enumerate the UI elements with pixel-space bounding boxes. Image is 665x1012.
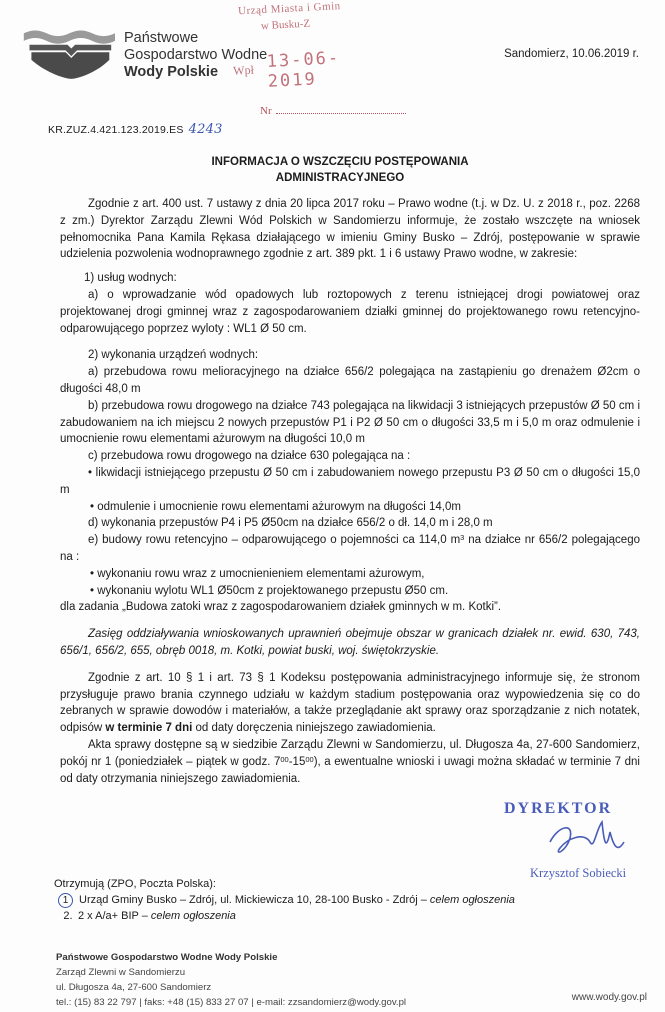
stamp-office-line: Urząd Miasta i Gmin — [237, 0, 341, 18]
item-2e-text: e) budowy rowu retencyjno – odparowującego o pojemności ca 114,0 m — [88, 534, 461, 547]
item-2a: a) przebudowa rowu melioracyjnego na działce 656/2 polegająca na zastąpieniu go drenażem Ø2cm o długości 48,0 m — [60, 366, 640, 395]
reference-number — [48, 122, 223, 137]
item-2e-text-end: na działce nr 656/2 polegającego na : — [60, 534, 640, 563]
footer-org: Państwowe Gospodarstwo Wodne Wody Polskie — [56, 952, 278, 963]
recipient-1-text: Urząd Gminy Busko – Zdrój, ul. Mickiewicza 10, 28-100 Busko - Zdrój – — [79, 894, 430, 906]
item-1a: a) o wprowadzanie wód opadowych lub roztopowych z terenu istniejącej drogi powiatowej oraz projektowanej drogi gminnej wraz z zagospodarowaniem działki gminnej do projektowanego rowu retencyjno-odparowującego poprzez wyloty : WL1 Ø 50 cm. — [60, 288, 640, 335]
akta-paragraph — [60, 737, 640, 787]
recipient-2-text: 2 x A/a+ BIP – — [78, 910, 151, 922]
footer-unit: Zarząd Zlewni w Sandomierzu — [56, 967, 186, 978]
item-1-heading: 1) usług wodnych: — [84, 272, 177, 285]
footer — [56, 950, 406, 1010]
item-2c-bullet-2: • odmulenie i umocnienie rowu elementami ażurowym na długości 14,0m — [90, 500, 461, 513]
item-2e-superscript: 3 — [460, 533, 465, 543]
recipient-2-note: celem ogłoszenia — [150, 910, 236, 922]
wody-polskie-logo-icon — [20, 20, 130, 84]
reference-code: KR.ZUZ.4.421.123.2019.ES — [48, 124, 184, 136]
task-line: dla zadania „Budowa zatoki wraz z zagospodarowaniem działek gminnych w m. Kotki”. — [60, 601, 502, 614]
item-2e — [60, 532, 640, 566]
footer-address: ul. Długosza 4a, 27-600 Sandomierz — [56, 982, 212, 993]
place-and-date: Sandomierz, 10.06.2019 r. — [504, 48, 639, 60]
item-2e-bullet-1: • wykonaniu rowu wraz z umocnienieniem elementami ażurowym, — [90, 567, 425, 580]
stamp-number-field — [260, 105, 406, 117]
item-2e-bullet-2: • wykonaniu wylotu WL1 Ø50cm z projektowanego przepustu Ø50 cm. — [90, 584, 449, 597]
document-body — [60, 196, 640, 787]
recipient-1-number: 1 — [58, 893, 73, 908]
intro-paragraph: Zgodnie z art. 400 ust. 7 ustawy z dnia 20 lipca 2017 roku – Prawo wodne (t.j. w Dz. U. z 2018 r., poz. 2268 z zm.) Dyrektor Zarządu Zlewni Wód Polskich w Sandomierzu informuje, że zostało wszczęte na wniosek pełnomocnika Pana Kamila Rękasa działającego w imieniu Gminy Busko – Zdrój, postępowanie w sprawie udzielenia pozwolenia wodnoprawnego zgodnie z art. 389 pkt. 1 i 6 ustawy Prawo wodne, w zakresie: — [60, 198, 640, 261]
akta-text: Akta sprawy dostępne są w siedzibie Zarządu Zlewni w Sandomierzu, ul. Długosza 4a, 27-600 Sandomierz, pokój nr 1 (poniedziałek – piątek w godz. 7 — [60, 738, 640, 768]
akta-hour-close: -15 — [288, 755, 306, 768]
received-stamp — [224, 0, 385, 96]
org-name-line1: Państwowe — [124, 30, 199, 46]
akta-text-end: ), a ewentualne wnioski i uwagi można składać w terminie 7 dni od daty otrzymania niniejszego zawiadomienia. — [60, 755, 640, 785]
scope-paragraph: Zasięg oddziaływania wnioskowanych uprawnień obejmuje obszar w granicach działek nr. ewid. 630, 743, 656/1, 656/2, 655, obręb 0018, m. Kotki, powiat buski, woj. świętokrzyskie. — [60, 628, 640, 657]
kpa-deadline: w terminie 7 dni — [105, 722, 193, 735]
signature-title: DYREKTOR — [504, 800, 613, 817]
recipient-1-note: celem ogłoszenia — [429, 894, 515, 906]
title-line2: ADMINISTRACYJNEGO — [275, 172, 405, 184]
org-name-line3: Wody Polskie — [124, 64, 219, 80]
akta-hour-close-sup: 00 — [305, 754, 314, 764]
org-name-line2: Gospodarstwo Wodne — [124, 47, 268, 63]
stamp-wpl-label: Wpł — [232, 62, 255, 78]
stamp-nr-label: Nr — [260, 105, 272, 117]
recipients-heading: Otrzymują (ZPO, Poczta Polska): — [54, 878, 216, 890]
footer-website: www.wody.gov.pl — [571, 992, 647, 1003]
handwritten-signature-icon — [544, 812, 634, 866]
stamp-date: 13-06-2019 — [266, 48, 341, 92]
handwritten-number: 4243 — [188, 122, 223, 137]
document-title — [190, 154, 490, 186]
item-2c: c) przebudowa rowu drogowego na działce 630 polegająca na : — [88, 450, 411, 463]
kpa-text-end: od daty doręczenia niniejszego zawiadomienia. — [192, 722, 436, 735]
kpa-paragraph — [60, 670, 640, 737]
signature-name: Krzysztof Sobiecki — [530, 866, 627, 880]
recipient-2-number: 2. — [63, 910, 73, 922]
director-signature — [504, 800, 654, 880]
footer-contact: tel.: (15) 83 22 797 | faks: +48 (15) 833 27 07 | e-mail: zzsandomierz@wody.gov.pl — [56, 997, 407, 1008]
recipient-1 — [54, 892, 515, 908]
item-2c-bullet-1: • likwidacji istniejącego przepustu Ø 50 cm i zabudowaniem nowego przepustu P3 Ø 50 cm o długości 15,0 m — [60, 466, 640, 496]
stamp-town-line: w Busku-Z — [260, 17, 311, 33]
item-2b: b) przebudowa rowu drogowego na działce 743 polegająca na likwidacji 3 istniejących przepustów Ø 50 cm i zabudowaniem na ich miejscu 2 nowych przepustów P1 i P2 Ø 50 cm o długości 33,5 m i 5,0 m oraz odmulenie i umocnienie rowu elementami ażurowym na długości 10,0 m — [60, 399, 640, 446]
recipients-list — [54, 876, 515, 924]
akta-hour-open-sup: 00 — [280, 754, 289, 764]
stamp-nr-line — [276, 113, 406, 114]
kpa-text: Zgodnie z art. 10 § 1 i art. 73 § 1 Kodeksu postępowania administracyjnego informuje się, że stronom przysługuje prawo brania czynnego udziału w każdym stadium postępowania oraz wypowiedzenia się co do zebranych w sprawie dowodów i materiałów, a także przeglądanie akt sprawy oraz sporządzanie z nich notatek, odpisów — [60, 671, 640, 735]
item-2d: d) wykonania przepustów P4 i P5 Ø50cm na działce 656/2 o dł. 14,0 m i 28,0 m — [88, 517, 493, 530]
recipient-2 — [54, 908, 515, 924]
title-line1: INFORMACJA O WSZCZĘCIU POSTĘPOWANIA — [211, 156, 469, 168]
item-2-heading: 2) wykonania urządzeń wodnych: — [88, 349, 259, 362]
